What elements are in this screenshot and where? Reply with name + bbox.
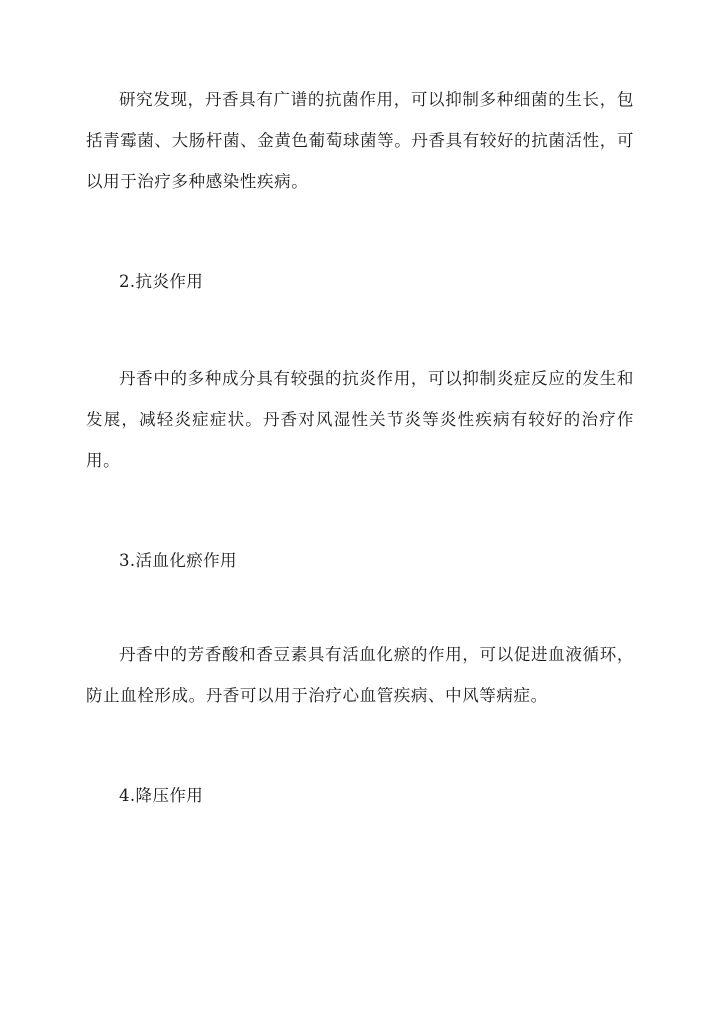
antibacterial-paragraph: 研究发现，丹香具有广谱的抗菌作用，可以抑制多种细菌的生长，包括青霉菌、大肠杆菌、金黄色葡萄球菌等。丹香具有较好的抗菌活性，可以用于治疗多种感染性疾病。 [86, 90, 634, 191]
section-heading-anti-inflammatory: 2.抗炎作用 [119, 272, 204, 291]
anti-inflammatory-paragraph: 丹香中的多种成分具有较强的抗炎作用，可以抑制炎症反应的发生和发展，减轻炎症症状。丹香对风湿性关节炎等炎性疾病有较好的治疗作用。 [86, 369, 634, 470]
section-heading-blood-circulation: 3.活血化瘀作用 [119, 551, 237, 570]
blood-circulation-paragraph: 丹香中的芳香酸和香豆素具有活血化瘀的作用，可以促进血液循环，防止血栓形成。丹香可以用于治疗心血管疾病、中风等病症。 [86, 645, 634, 705]
section-heading-antihypertensive: 4.降压作用 [119, 786, 204, 805]
